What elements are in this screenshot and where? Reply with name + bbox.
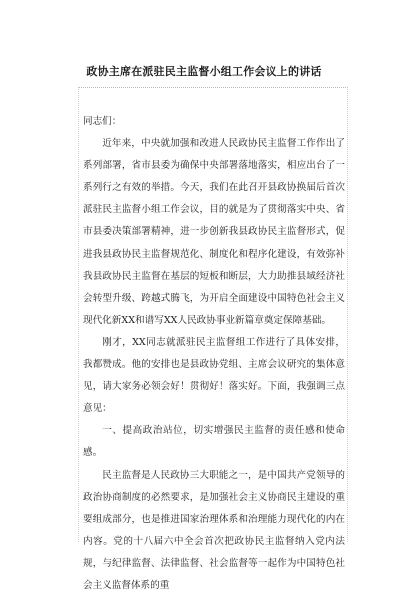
- paragraph-democratic-supervision: 民主监督是人民政协三大职能之一，是中国共产党领导的政治协商制度的必然要求，是加强社会主义协商民主建设的重要组成部分，也是推进国家治理体系和治理能力现代化的内在内容。党的十八届六中全会首次把政协民主监督纳入党内法规，与纪律监督、法律监督、社会监督等一起作为中国特色社会主义监督体系的重: [83, 465, 345, 597]
- document-title: 政协主席在派驻民主监督小组工作会议上的讲话: [0, 63, 408, 79]
- section-heading-1: 一、提高政治站位，切实增强民主监督的责任感和使命感。: [83, 420, 345, 464]
- paragraph-arrangement: 刚才，XX同志就派驻民主监督组工作进行了具体安排，我都赞成。他的安排也是县政协党组、主席会议研究的集体意见，请大家务必领会好！贯彻好！落实好。下面，我强调三点意见：: [83, 332, 345, 420]
- salutation: 同志们：: [83, 111, 345, 133]
- document-body: [83, 111, 345, 597]
- paragraph-intro: 近年来，中央就加强和改进人民政协民主监督工作作出了系列部署，省市县委为确保中央部署落地落实，相应出台了一系列行之有效的举措。今天，我们在此召开县政协换届后首次派驻民主监督小组工作会议，目的就是为了贯彻落实中央、省市县委决策部署精神，进一步创新我县政协民主监督形式，促进我县政协民主监督规范化、制度化和程序化建设，有效弥补我县政协民主监督在基层的短板和断层，大力助推县域经济社会转型升级、跨越式腾飞，为开启全面建设中国特色社会主义现代化新XX和谱写XX人民政协事业新篇章奠定保障基础。: [83, 133, 345, 332]
